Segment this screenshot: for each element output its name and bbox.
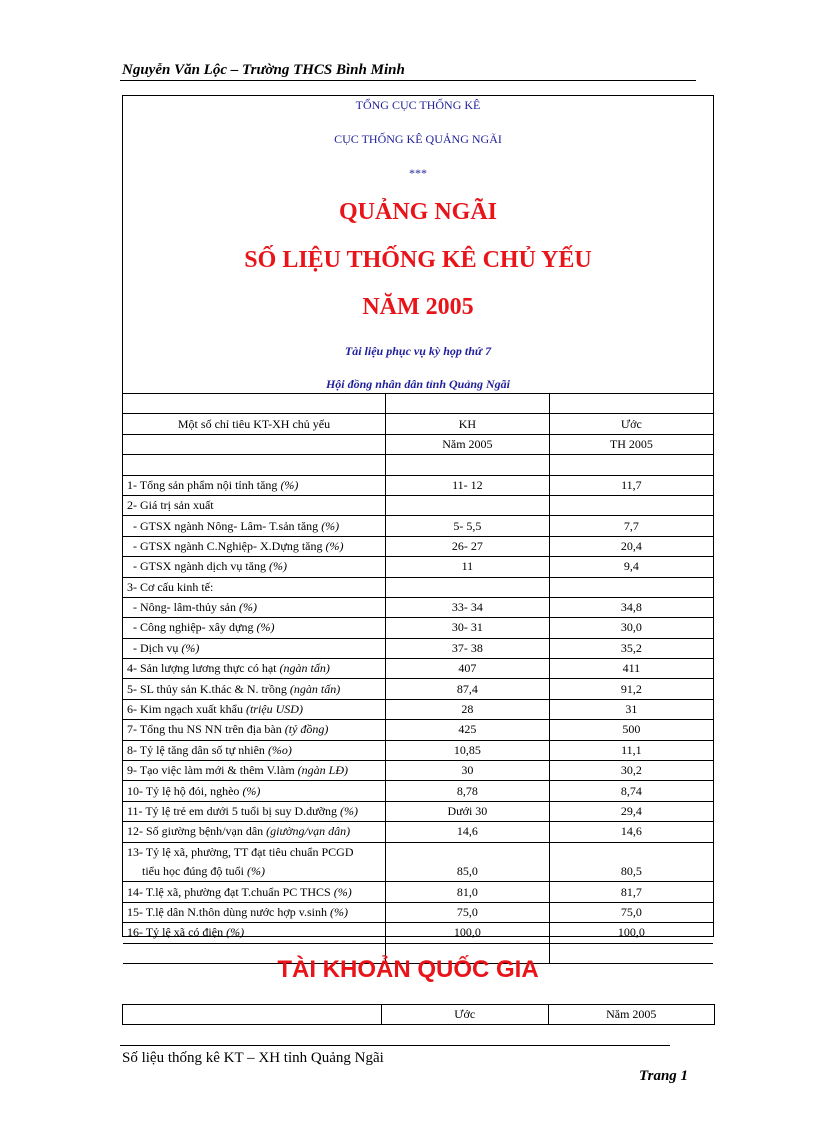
indicator-text: - GTSX ngành C.Nghiệp- X.Dựng tăng xyxy=(127,538,326,553)
estimate-value xyxy=(549,577,713,597)
mini-col-uoc: Ước xyxy=(382,1005,549,1025)
table-row xyxy=(123,455,713,475)
indicator-text: 13- Tỷ lệ xã, phường, TT đạt tiêu chuẩn PCGD xyxy=(127,844,354,859)
table-row xyxy=(123,597,713,617)
indicator-unit: (ngàn LĐ) xyxy=(297,763,348,778)
estimate-value: 500 xyxy=(549,720,713,740)
plan-value: 5- 5,5 xyxy=(386,516,550,536)
plan-value: 85,0 xyxy=(386,862,550,882)
plan-value: 407 xyxy=(386,659,550,679)
table-row xyxy=(123,882,713,902)
plan-value: 11- 12 xyxy=(386,475,550,495)
indicator-label xyxy=(123,536,386,556)
indicator-text: 14- T.lệ xã, phường đạt T.chuẩn PC THCS xyxy=(127,884,334,899)
table-row xyxy=(123,923,713,943)
indicator-label xyxy=(123,781,386,801)
indicator-label xyxy=(123,923,386,943)
table-header-row xyxy=(123,414,713,434)
header-rule xyxy=(120,80,696,81)
indicator-label xyxy=(123,577,386,597)
indicator-unit: (%) xyxy=(268,559,287,574)
indicator-unit: (%) xyxy=(321,518,340,533)
indicator-label xyxy=(123,822,386,842)
plan-value: 14,6 xyxy=(386,822,550,842)
indicator-label xyxy=(123,761,386,781)
table-row xyxy=(123,1005,715,1025)
header-uoc-year: TH 2005 xyxy=(549,434,713,454)
indicator-unit: (%) xyxy=(226,925,245,940)
indicator-unit: (%) xyxy=(340,804,359,818)
indicator-unit: (%) xyxy=(325,538,344,553)
indicator-text: 6- Kim ngạch xuất khẩu xyxy=(127,702,246,717)
plan-value: 30- 31 xyxy=(386,618,550,638)
stars-separator: *** xyxy=(409,166,427,180)
indicator-label xyxy=(123,679,386,699)
cover-frame xyxy=(122,95,714,940)
estimate-value: 34,8 xyxy=(549,597,713,617)
indicator-label xyxy=(123,557,386,577)
indicator-text: 1- Tổng sản phẩm nội tỉnh tăng xyxy=(127,477,281,492)
plan-value: Dưới 30 xyxy=(386,801,550,821)
indicator-label xyxy=(123,516,386,536)
indicator-label xyxy=(123,862,386,882)
plan-value: 10,85 xyxy=(386,740,550,760)
indicator-text: 10- Tỷ lệ hộ đói, nghèo xyxy=(127,783,243,798)
table-row xyxy=(123,536,713,556)
plan-value: 81,0 xyxy=(386,882,550,902)
plan-value: 425 xyxy=(386,720,550,740)
table-row xyxy=(123,822,713,842)
indicator-label xyxy=(123,475,386,495)
estimate-value: 35,2 xyxy=(549,638,713,658)
estimate-value: 411 xyxy=(549,659,713,679)
plan-value: 75,0 xyxy=(386,902,550,922)
indicator-unit: (tỷ đồng) xyxy=(284,722,329,737)
title-year: NĂM 2005 xyxy=(362,294,474,320)
table-header-row xyxy=(123,434,713,454)
indicator-text: 7- Tổng thu NS NN trên địa bàn xyxy=(127,722,285,737)
org-line-2: CỤC THỐNG KÊ QUẢNG NGÃI xyxy=(334,132,502,146)
indicator-unit: (%) xyxy=(181,640,200,655)
indicator-text: 5- SL thủy sản K.thác & N. trồng xyxy=(127,681,290,696)
footer-source: Số liệu thống kê KT – XH tỉnh Quảng Ngãi xyxy=(122,1050,384,1066)
estimate-value: 14,6 xyxy=(549,822,713,842)
table-row xyxy=(123,740,713,760)
indicator-label xyxy=(123,902,386,922)
title-province: QUẢNG NGÃI xyxy=(338,199,497,225)
estimate-value xyxy=(549,842,713,862)
table-row xyxy=(123,577,713,597)
indicator-unit: (%) xyxy=(280,477,299,492)
indicator-unit: (%) xyxy=(333,884,352,899)
indicator-text: 2- Giá trị sản xuất xyxy=(127,498,214,513)
table-row xyxy=(123,659,713,679)
indicator-label xyxy=(123,618,386,638)
table-row xyxy=(123,557,713,577)
plan-value: 8,78 xyxy=(386,781,550,801)
indicator-unit: (%o) xyxy=(267,742,292,757)
header-kh: KH xyxy=(386,414,550,434)
plan-value: 26- 27 xyxy=(386,536,550,556)
table-row xyxy=(123,761,713,781)
indicator-unit: (triệu USD) xyxy=(245,702,303,717)
table-row xyxy=(123,862,713,882)
indicator-text: 15- T.lệ dân N.thôn dùng nước hợp v.sinh xyxy=(127,904,330,919)
table-row xyxy=(123,801,713,821)
indicator-text: - GTSX ngành Nông- Lâm- T.sản tăng xyxy=(127,518,322,533)
indicator-unit: (%) xyxy=(256,620,275,635)
indicator-unit: (%) xyxy=(329,904,348,919)
plan-value: 37- 38 xyxy=(386,638,550,658)
table-row xyxy=(123,781,713,801)
plan-value: 28 xyxy=(386,699,550,719)
estimate-value: 31 xyxy=(549,699,713,719)
header-author: Nguyễn Văn Lộc – Trường THCS Bình Minh xyxy=(122,62,405,78)
page-number: Trang 1 xyxy=(639,1068,689,1084)
indicator-text: - Công nghiệp- xây dựng xyxy=(127,620,257,635)
plan-value: 87,4 xyxy=(386,679,550,699)
table-row xyxy=(123,618,713,638)
indicator-unit: (%) xyxy=(238,600,257,615)
estimate-value: 75,0 xyxy=(549,902,713,922)
note-session: Tài liệu phục vụ kỳ họp thứ 7 xyxy=(344,344,492,358)
table-row xyxy=(123,475,713,495)
org-line-1: TỔNG CỤC THỐNG KÊ xyxy=(355,98,481,112)
estimate-value: 9,4 xyxy=(549,557,713,577)
title-main: SỐ LIỆU THỐNG KÊ CHỦ YẾU xyxy=(244,247,592,273)
indicator-text: 11- Tỷ lệ trẻ em dưới 5 tuổi bị suy D.dưỡng xyxy=(127,804,341,818)
header-kh-year: Năm 2005 xyxy=(386,434,550,454)
table-row xyxy=(123,699,713,719)
plan-value: 11 xyxy=(386,557,550,577)
indicator-text: 12- Số giường bệnh/vạn dân xyxy=(127,824,267,839)
estimate-value: 11,7 xyxy=(549,475,713,495)
plan-value: 33- 34 xyxy=(386,597,550,617)
indicator-text: tiểu học đúng độ tuổi xyxy=(127,864,247,879)
indicator-text: - Nông- lâm-thủy sản xyxy=(127,600,239,615)
indicator-label xyxy=(123,882,386,902)
table-row xyxy=(123,720,713,740)
header-label: Một số chỉ tiêu KT-XH chủ yếu xyxy=(123,414,386,434)
estimate-value: 30,0 xyxy=(549,618,713,638)
indicator-unit: (%) xyxy=(242,783,261,798)
indicator-text: 16- Tỷ lệ xã có điện xyxy=(127,925,227,940)
table-row xyxy=(123,394,713,414)
plan-value xyxy=(386,577,550,597)
footer-rule xyxy=(120,1045,670,1046)
indicator-text: 8- Tỷ lệ tăng dân số tự nhiên xyxy=(127,742,268,757)
estimate-value: 80,5 xyxy=(549,862,713,882)
note-council: Hội đồng nhân dân tỉnh Quảng Ngãi xyxy=(325,377,511,391)
header-uoc: Ước xyxy=(549,414,713,434)
indicator-label xyxy=(123,659,386,679)
section-title: TÀI KHOẢN QUỐC GIA xyxy=(277,956,539,983)
indicator-table xyxy=(123,393,713,964)
indicator-text: 9- Tạo việc làm mới & thêm V.làm xyxy=(127,763,298,778)
indicator-text: 4- Sản lượng lương thực có hạt xyxy=(127,661,280,676)
estimate-value: 91,2 xyxy=(549,679,713,699)
indicator-text: - Dịch vụ xyxy=(127,640,182,655)
indicator-unit: (%) xyxy=(247,864,265,879)
indicator-unit: (giường/vạn dân) xyxy=(266,824,351,839)
indicator-text: 3- Cơ cấu kinh tế: xyxy=(127,579,214,594)
plan-value: 30 xyxy=(386,761,550,781)
table-row xyxy=(123,842,713,862)
plan-value xyxy=(386,495,550,515)
estimate-value: 100,0 xyxy=(549,923,713,943)
indicator-unit: (ngàn tấn) xyxy=(289,681,341,696)
estimate-value xyxy=(549,495,713,515)
estimate-value: 8,74 xyxy=(549,781,713,801)
national-accounts-table xyxy=(122,1004,715,1025)
indicator-label xyxy=(123,740,386,760)
table-row xyxy=(123,495,713,515)
mini-col-year: Năm 2005 xyxy=(548,1005,715,1025)
plan-value xyxy=(386,842,550,862)
indicator-label xyxy=(123,801,386,821)
estimate-value: 7,7 xyxy=(549,516,713,536)
indicator-label xyxy=(123,597,386,617)
table-row xyxy=(123,638,713,658)
table-row xyxy=(123,902,713,922)
indicator-text: - GTSX ngành dịch vụ tăng xyxy=(127,559,269,574)
indicator-unit: (ngàn tấn) xyxy=(279,661,330,676)
table-row xyxy=(123,516,713,536)
indicator-label xyxy=(123,842,386,862)
plan-value: 100,0 xyxy=(386,923,550,943)
estimate-value: 30,2 xyxy=(549,761,713,781)
indicator-label xyxy=(123,699,386,719)
indicator-label xyxy=(123,638,386,658)
table-row xyxy=(123,679,713,699)
estimate-value: 20,4 xyxy=(549,536,713,556)
indicator-label xyxy=(123,720,386,740)
estimate-value: 81,7 xyxy=(549,882,713,902)
indicator-label xyxy=(123,495,386,515)
estimate-value: 29,4 xyxy=(549,801,713,821)
estimate-value: 11,1 xyxy=(549,740,713,760)
